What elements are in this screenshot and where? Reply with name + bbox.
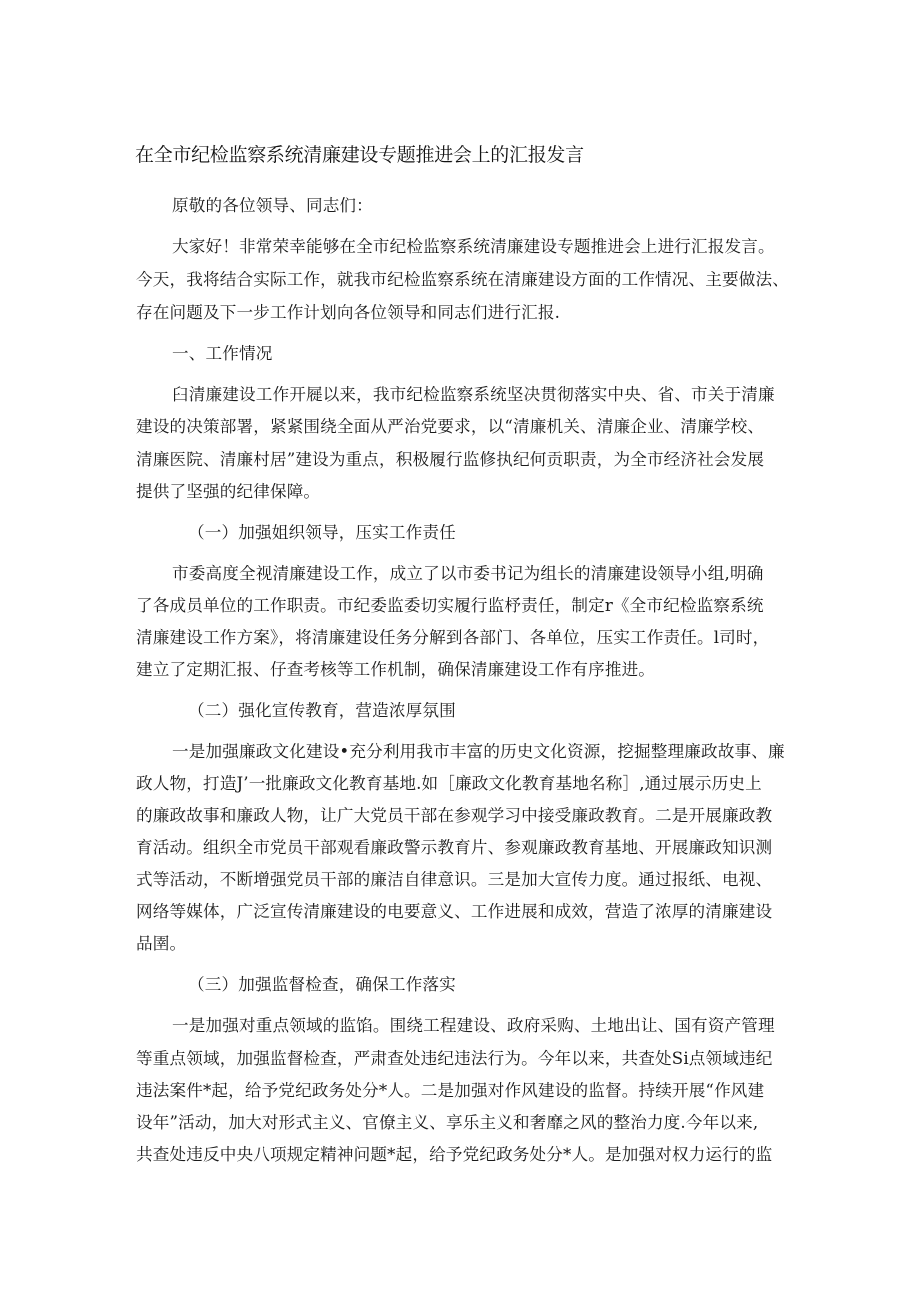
paragraph-line: 的廉政故事和廉政人物，让广大党员干部在参观学习中接受廉政教育。二是开展廉政教 [136,806,773,825]
paragraph-line: 共查处违反中央八项规定精神问题*起，给予党纪政务处分*人。是加强对权力运行的监 [136,1145,773,1164]
paragraph-line: 市委高度全视清廉建设工作，成立了以市委书记为组长的清廉建设领导小组,明确 [172,564,764,583]
paragraph-line: 大家好！非常荣幸能够在全市纪检监察系统清廉建设专题推进会上进行汇报发言。 [172,237,775,256]
paragraph-line: 建立了定期汇报、仔查考核等工作机制，确保清廉建设工作有序推进。 [136,660,656,679]
subsection-heading: （一）加强姐织领导，压实工作责任 [188,523,456,542]
paragraph-line: 存在问题及下一步工作计划向各位领导和同志们进行汇报. [136,303,561,322]
paragraph-line: 今天，我将结合实际工作，就我市纪检监察系统在清廉建设方面的工作情况、主要做法、 [136,270,790,289]
paragraph-line: 臼清廉建设工作开屣以来，我市纪检监察系统坚决贯彻落实中央、省、市关于清廉 [172,385,775,404]
subsection-heading: （二）强化宣传教育，营造浓厚氛围 [188,701,456,720]
paragraph-line: 育活动。组织全市党员干部观看廉政警示教育片、参观廉政教育基地、开展廉政知识测 [136,838,773,857]
paragraph-line: 清廉建设工作方案》，将清廉建设任务分解到各部门、各单位，压实工作责任。l司时， [136,628,770,647]
paragraph-line: 政人物，打造J’一批廉政文化教育基地.如［廉政文化教育基地名称］,通过展示历史上 [136,774,762,793]
paragraph-line: 提供了坚强的纪律保障。 [136,482,321,501]
paragraph-line: 设年”活动，加大对形式主义、官僚主义、享乐主义和奢靡之风的整治力度.今年以来, [136,1113,759,1132]
paragraph-line: 式等活动，不断增强党员干部的廉洁自律意识。三是加大宣传力度。通过报纸、电视、 [136,870,773,889]
paragraph-line: 一是加强对重点领域的监馅。围绕工程建设、政府采购、土地出让、国有资产管理 [172,1016,775,1035]
subsection-heading: （三）加强监督检查，确保工作落实 [188,975,456,994]
paragraph-line: 违法案件*起，给予党纪政务处分*人。二是加强对作风建设的监督。持续开展“作风建 [136,1081,765,1100]
paragraph-line: 清廉医院、清廉村居”建设为重点，积极履行监修执纪何贡职责，为全市经济社会发展 [136,450,765,469]
paragraph-line: 了各成员单位的工作职责。市纪委监委切实履行监杼责任，制定r《全市纪检监察系统 [136,596,764,615]
paragraph-line: 等重点领域，加强监督检查，严肃查处违纪违法行为。今年以来，共查处Si点领域违纪 [136,1049,773,1068]
paragraph-line: 网络等媒体，广泛宣传清廉建设的电要意义、工作进展和成效，营造了浓厚的清廉建设 [136,902,773,921]
document-title: 在全市纪检监察系统清廉建设专题推进会上的汇报发言 [135,144,584,166]
paragraph-line: 一是加强廉政文化建设•充分利用我市丰富的历史文化资源，挖掘整理廉政故事、廉 [172,742,785,761]
section-heading: 一、工作情况 [172,344,273,363]
paragraph-line: 建设的决策部署，紧紧围绕全面从严治党要求，以“清廉机关、清廉企业、清廉学校、 [136,417,765,436]
salutation: 原敬的各位领导、同志们： [172,196,373,215]
paragraph-line: 品圉。 [136,934,187,953]
